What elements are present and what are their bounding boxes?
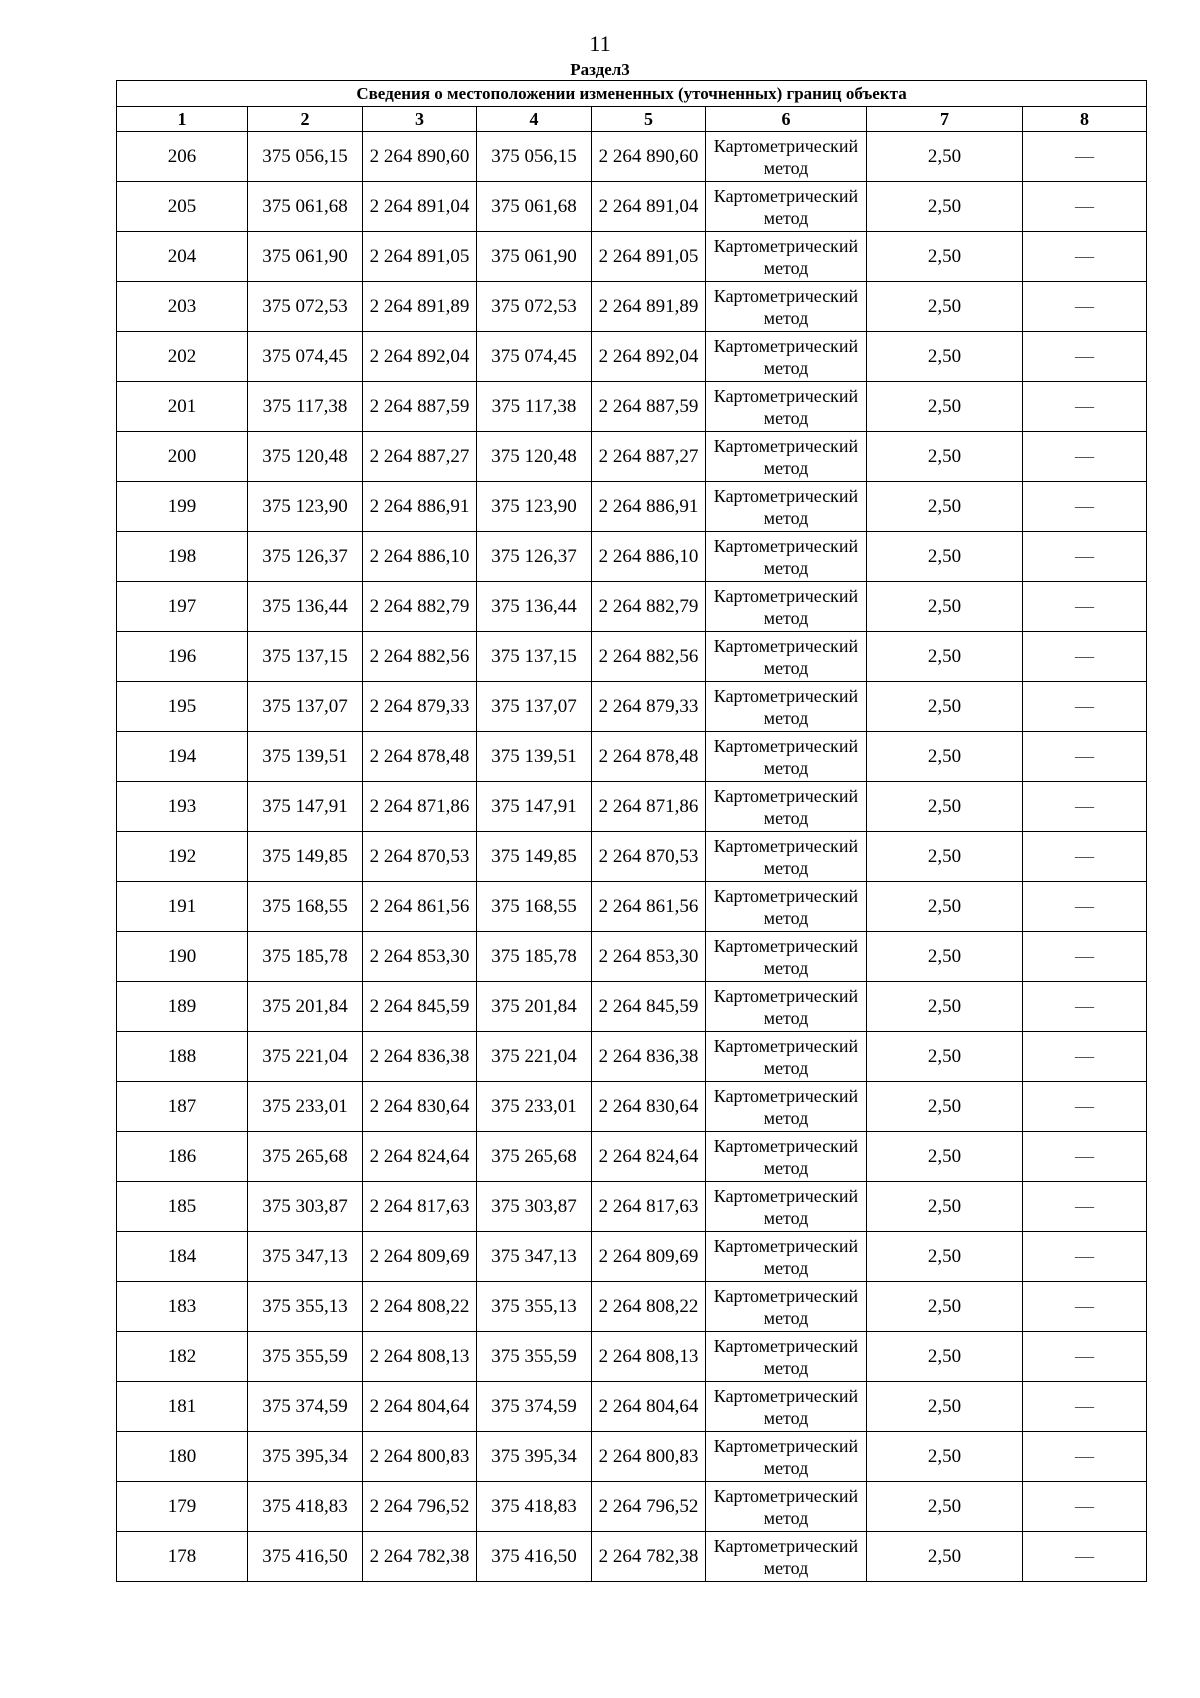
- description-cell: —: [1023, 1532, 1147, 1582]
- description-cell: —: [1023, 1432, 1147, 1482]
- method-cell: Картометрический метод: [706, 732, 867, 782]
- accuracy-cell: 2,50: [867, 1182, 1023, 1232]
- column-header: 2: [248, 107, 363, 132]
- existing-y-cell: 2 264 808,13: [363, 1332, 477, 1382]
- new-x-cell: 375 233,01: [477, 1082, 592, 1132]
- column-header: 8: [1023, 107, 1147, 132]
- new-x-cell: 375 056,15: [477, 132, 592, 182]
- existing-x-cell: 375 355,59: [248, 1332, 363, 1382]
- new-y-cell: 2 264 808,22: [592, 1282, 706, 1332]
- table-row: [117, 582, 1147, 632]
- new-y-cell: 2 264 887,27: [592, 432, 706, 482]
- new-x-cell: 375 072,53: [477, 282, 592, 332]
- column-header: 6: [706, 107, 867, 132]
- method-cell: Картометрический метод: [706, 1482, 867, 1532]
- new-y-cell: 2 264 891,05: [592, 232, 706, 282]
- table-row: [117, 1082, 1147, 1132]
- point-number-cell: 190: [117, 932, 248, 982]
- accuracy-cell: 2,50: [867, 232, 1023, 282]
- table-row: [117, 182, 1147, 232]
- table-row: [117, 982, 1147, 1032]
- existing-x-cell: 375 395,34: [248, 1432, 363, 1482]
- point-number-cell: 178: [117, 1532, 248, 1582]
- accuracy-cell: 2,50: [867, 632, 1023, 682]
- table-caption: Сведения о местоположении измененных (уточненных) границ объекта: [117, 81, 1147, 107]
- point-number-cell: 200: [117, 432, 248, 482]
- point-number-cell: 184: [117, 1232, 248, 1282]
- description-cell: —: [1023, 332, 1147, 382]
- new-y-cell: 2 264 887,59: [592, 382, 706, 432]
- table-row: [117, 132, 1147, 182]
- accuracy-cell: 2,50: [867, 982, 1023, 1032]
- new-y-cell: 2 264 809,69: [592, 1232, 706, 1282]
- point-number-cell: 185: [117, 1182, 248, 1232]
- existing-x-cell: 375 123,90: [248, 482, 363, 532]
- accuracy-cell: 2,50: [867, 1482, 1023, 1532]
- existing-x-cell: 375 061,90: [248, 232, 363, 282]
- table-row: [117, 482, 1147, 532]
- existing-y-cell: 2 264 870,53: [363, 832, 477, 882]
- existing-y-cell: 2 264 891,89: [363, 282, 477, 332]
- description-cell: —: [1023, 882, 1147, 932]
- new-y-cell: 2 264 871,86: [592, 782, 706, 832]
- new-x-cell: 375 120,48: [477, 432, 592, 482]
- accuracy-cell: 2,50: [867, 1532, 1023, 1582]
- new-x-cell: 375 418,83: [477, 1482, 592, 1532]
- new-x-cell: 375 061,90: [477, 232, 592, 282]
- new-x-cell: 375 139,51: [477, 732, 592, 782]
- accuracy-cell: 2,50: [867, 1332, 1023, 1382]
- new-x-cell: 375 221,04: [477, 1032, 592, 1082]
- description-cell: —: [1023, 232, 1147, 282]
- boundary-coordinates-table: [116, 80, 1147, 1582]
- existing-y-cell: 2 264 882,56: [363, 632, 477, 682]
- table-row: [117, 282, 1147, 332]
- accuracy-cell: 2,50: [867, 1232, 1023, 1282]
- new-x-cell: 375 126,37: [477, 532, 592, 582]
- table-row: [117, 782, 1147, 832]
- point-number-cell: 195: [117, 682, 248, 732]
- new-y-cell: 2 264 890,60: [592, 132, 706, 182]
- column-header: 7: [867, 107, 1023, 132]
- existing-x-cell: 375 355,13: [248, 1282, 363, 1332]
- table-row: [117, 1482, 1147, 1532]
- existing-x-cell: 375 201,84: [248, 982, 363, 1032]
- method-cell: Картометрический метод: [706, 1332, 867, 1382]
- point-number-cell: 189: [117, 982, 248, 1032]
- existing-y-cell: 2 264 796,52: [363, 1482, 477, 1532]
- existing-x-cell: 375 056,15: [248, 132, 363, 182]
- existing-x-cell: 375 137,07: [248, 682, 363, 732]
- existing-x-cell: 375 149,85: [248, 832, 363, 882]
- accuracy-cell: 2,50: [867, 1382, 1023, 1432]
- accuracy-cell: 2,50: [867, 332, 1023, 382]
- description-cell: —: [1023, 732, 1147, 782]
- existing-x-cell: 375 221,04: [248, 1032, 363, 1082]
- existing-x-cell: 375 374,59: [248, 1382, 363, 1432]
- point-number-cell: 182: [117, 1332, 248, 1382]
- method-cell: Картометрический метод: [706, 1082, 867, 1132]
- existing-y-cell: 2 264 836,38: [363, 1032, 477, 1082]
- new-x-cell: 375 074,45: [477, 332, 592, 382]
- description-cell: —: [1023, 1032, 1147, 1082]
- table-row: [117, 832, 1147, 882]
- table-row: [117, 1282, 1147, 1332]
- table-row: [117, 432, 1147, 482]
- point-number-cell: 203: [117, 282, 248, 332]
- column-header: 3: [363, 107, 477, 132]
- method-cell: Картометрический метод: [706, 432, 867, 482]
- existing-y-cell: 2 264 782,38: [363, 1532, 477, 1582]
- existing-y-cell: 2 264 800,83: [363, 1432, 477, 1482]
- table-row: [117, 1182, 1147, 1232]
- new-y-cell: 2 264 836,38: [592, 1032, 706, 1082]
- point-number-cell: 180: [117, 1432, 248, 1482]
- table-row: [117, 682, 1147, 732]
- new-x-cell: 375 136,44: [477, 582, 592, 632]
- existing-y-cell: 2 264 890,60: [363, 132, 477, 182]
- new-x-cell: 375 303,87: [477, 1182, 592, 1232]
- accuracy-cell: 2,50: [867, 282, 1023, 332]
- accuracy-cell: 2,50: [867, 532, 1023, 582]
- point-number-cell: 183: [117, 1282, 248, 1332]
- accuracy-cell: 2,50: [867, 1082, 1023, 1132]
- existing-y-cell: 2 264 804,64: [363, 1382, 477, 1432]
- table-row: [117, 382, 1147, 432]
- description-cell: —: [1023, 1382, 1147, 1432]
- new-y-cell: 2 264 886,10: [592, 532, 706, 582]
- description-cell: —: [1023, 582, 1147, 632]
- accuracy-cell: 2,50: [867, 432, 1023, 482]
- new-x-cell: 375 201,84: [477, 982, 592, 1032]
- table-row: [117, 932, 1147, 982]
- method-cell: Картометрический метод: [706, 232, 867, 282]
- new-y-cell: 2 264 891,04: [592, 182, 706, 232]
- description-cell: —: [1023, 532, 1147, 582]
- column-header: 4: [477, 107, 592, 132]
- existing-x-cell: 375 147,91: [248, 782, 363, 832]
- point-number-cell: 205: [117, 182, 248, 232]
- point-number-cell: 201: [117, 382, 248, 432]
- point-number-cell: 179: [117, 1482, 248, 1532]
- existing-y-cell: 2 264 809,69: [363, 1232, 477, 1282]
- accuracy-cell: 2,50: [867, 1032, 1023, 1082]
- existing-x-cell: 375 136,44: [248, 582, 363, 632]
- table-row: [117, 1032, 1147, 1082]
- new-y-cell: 2 264 804,64: [592, 1382, 706, 1432]
- method-cell: Картометрический метод: [706, 582, 867, 632]
- existing-y-cell: 2 264 871,86: [363, 782, 477, 832]
- description-cell: —: [1023, 782, 1147, 832]
- accuracy-cell: 2,50: [867, 932, 1023, 982]
- existing-y-cell: 2 264 887,27: [363, 432, 477, 482]
- existing-x-cell: 375 265,68: [248, 1132, 363, 1182]
- existing-y-cell: 2 264 808,22: [363, 1282, 477, 1332]
- existing-y-cell: 2 264 878,48: [363, 732, 477, 782]
- table-row: [117, 1532, 1147, 1582]
- new-y-cell: 2 264 861,56: [592, 882, 706, 932]
- method-cell: Картометрический метод: [706, 482, 867, 532]
- new-x-cell: 375 355,13: [477, 1282, 592, 1332]
- existing-x-cell: 375 185,78: [248, 932, 363, 982]
- new-x-cell: 375 117,38: [477, 382, 592, 432]
- accuracy-cell: 2,50: [867, 182, 1023, 232]
- table-header-row: [117, 107, 1147, 132]
- description-cell: —: [1023, 432, 1147, 482]
- page-number: 11: [589, 31, 611, 56]
- existing-y-cell: 2 264 886,10: [363, 532, 477, 582]
- existing-x-cell: 375 120,48: [248, 432, 363, 482]
- section-title: Раздел3: [570, 60, 630, 79]
- new-y-cell: 2 264 879,33: [592, 682, 706, 732]
- existing-y-cell: 2 264 861,56: [363, 882, 477, 932]
- method-cell: Картометрический метод: [706, 932, 867, 982]
- existing-y-cell: 2 264 879,33: [363, 682, 477, 732]
- method-cell: Картометрический метод: [706, 1232, 867, 1282]
- existing-y-cell: 2 264 891,05: [363, 232, 477, 282]
- new-x-cell: 375 355,59: [477, 1332, 592, 1382]
- description-cell: —: [1023, 1332, 1147, 1382]
- method-cell: Картометрический метод: [706, 832, 867, 882]
- new-y-cell: 2 264 870,53: [592, 832, 706, 882]
- table-row: [117, 1382, 1147, 1432]
- table-row: [117, 882, 1147, 932]
- existing-y-cell: 2 264 830,64: [363, 1082, 477, 1132]
- accuracy-cell: 2,50: [867, 382, 1023, 432]
- existing-x-cell: 375 074,45: [248, 332, 363, 382]
- new-y-cell: 2 264 800,83: [592, 1432, 706, 1482]
- accuracy-cell: 2,50: [867, 1282, 1023, 1332]
- table-row: [117, 1332, 1147, 1382]
- existing-x-cell: 375 303,87: [248, 1182, 363, 1232]
- point-number-cell: 193: [117, 782, 248, 832]
- point-number-cell: 194: [117, 732, 248, 782]
- existing-y-cell: 2 264 886,91: [363, 482, 477, 532]
- existing-x-cell: 375 061,68: [248, 182, 363, 232]
- accuracy-cell: 2,50: [867, 1132, 1023, 1182]
- accuracy-cell: 2,50: [867, 882, 1023, 932]
- table-row: [117, 1432, 1147, 1482]
- point-number-cell: 202: [117, 332, 248, 382]
- description-cell: —: [1023, 1132, 1147, 1182]
- method-cell: Картометрический метод: [706, 382, 867, 432]
- table-row: [117, 532, 1147, 582]
- description-cell: —: [1023, 982, 1147, 1032]
- existing-x-cell: 375 126,37: [248, 532, 363, 582]
- new-x-cell: 375 185,78: [477, 932, 592, 982]
- new-y-cell: 2 264 891,89: [592, 282, 706, 332]
- existing-y-cell: 2 264 817,63: [363, 1182, 477, 1232]
- table-row: [117, 332, 1147, 382]
- new-x-cell: 375 137,15: [477, 632, 592, 682]
- accuracy-cell: 2,50: [867, 832, 1023, 882]
- accuracy-cell: 2,50: [867, 1432, 1023, 1482]
- existing-x-cell: 375 416,50: [248, 1532, 363, 1582]
- accuracy-cell: 2,50: [867, 482, 1023, 532]
- column-header: 1: [117, 107, 248, 132]
- new-x-cell: 375 061,68: [477, 182, 592, 232]
- existing-y-cell: 2 264 824,64: [363, 1132, 477, 1182]
- point-number-cell: 196: [117, 632, 248, 682]
- table-row: [117, 1132, 1147, 1182]
- point-number-cell: 181: [117, 1382, 248, 1432]
- new-y-cell: 2 264 824,64: [592, 1132, 706, 1182]
- existing-y-cell: 2 264 882,79: [363, 582, 477, 632]
- existing-y-cell: 2 264 845,59: [363, 982, 477, 1032]
- table-body: [117, 132, 1147, 1582]
- method-cell: Картометрический метод: [706, 632, 867, 682]
- new-y-cell: 2 264 830,64: [592, 1082, 706, 1132]
- point-number-cell: 204: [117, 232, 248, 282]
- new-x-cell: 375 395,34: [477, 1432, 592, 1482]
- table-row: [117, 632, 1147, 682]
- table-row: [117, 1232, 1147, 1282]
- description-cell: —: [1023, 1232, 1147, 1282]
- table-row: [117, 232, 1147, 282]
- accuracy-cell: 2,50: [867, 582, 1023, 632]
- description-cell: —: [1023, 132, 1147, 182]
- new-y-cell: 2 264 882,56: [592, 632, 706, 682]
- new-y-cell: 2 264 796,52: [592, 1482, 706, 1532]
- description-cell: —: [1023, 632, 1147, 682]
- new-y-cell: 2 264 882,79: [592, 582, 706, 632]
- table-caption-row: [117, 81, 1147, 107]
- method-cell: Картометрический метод: [706, 882, 867, 932]
- table-row: [117, 732, 1147, 782]
- existing-x-cell: 375 233,01: [248, 1082, 363, 1132]
- point-number-cell: 206: [117, 132, 248, 182]
- new-x-cell: 375 347,13: [477, 1232, 592, 1282]
- existing-x-cell: 375 137,15: [248, 632, 363, 682]
- point-number-cell: 191: [117, 882, 248, 932]
- existing-x-cell: 375 072,53: [248, 282, 363, 332]
- point-number-cell: 192: [117, 832, 248, 882]
- method-cell: Картометрический метод: [706, 132, 867, 182]
- description-cell: —: [1023, 1182, 1147, 1232]
- point-number-cell: 187: [117, 1082, 248, 1132]
- accuracy-cell: 2,50: [867, 782, 1023, 832]
- method-cell: Картометрический метод: [706, 1182, 867, 1232]
- new-x-cell: 375 374,59: [477, 1382, 592, 1432]
- new-x-cell: 375 137,07: [477, 682, 592, 732]
- description-cell: —: [1023, 382, 1147, 432]
- method-cell: Картометрический метод: [706, 782, 867, 832]
- description-cell: —: [1023, 832, 1147, 882]
- method-cell: Картометрический метод: [706, 682, 867, 732]
- existing-x-cell: 375 418,83: [248, 1482, 363, 1532]
- description-cell: —: [1023, 482, 1147, 532]
- new-y-cell: 2 264 853,30: [592, 932, 706, 982]
- new-y-cell: 2 264 886,91: [592, 482, 706, 532]
- method-cell: Картометрический метод: [706, 282, 867, 332]
- new-x-cell: 375 265,68: [477, 1132, 592, 1182]
- new-y-cell: 2 264 845,59: [592, 982, 706, 1032]
- existing-y-cell: 2 264 891,04: [363, 182, 477, 232]
- new-y-cell: 2 264 817,63: [592, 1182, 706, 1232]
- new-y-cell: 2 264 808,13: [592, 1332, 706, 1382]
- method-cell: Картометрический метод: [706, 532, 867, 582]
- description-cell: —: [1023, 682, 1147, 732]
- accuracy-cell: 2,50: [867, 682, 1023, 732]
- description-cell: —: [1023, 182, 1147, 232]
- existing-x-cell: 375 117,38: [248, 382, 363, 432]
- new-x-cell: 375 147,91: [477, 782, 592, 832]
- point-number-cell: 186: [117, 1132, 248, 1182]
- point-number-cell: 198: [117, 532, 248, 582]
- description-cell: —: [1023, 1282, 1147, 1332]
- description-cell: —: [1023, 932, 1147, 982]
- new-x-cell: 375 123,90: [477, 482, 592, 532]
- method-cell: Картометрический метод: [706, 182, 867, 232]
- new-x-cell: 375 416,50: [477, 1532, 592, 1582]
- existing-y-cell: 2 264 887,59: [363, 382, 477, 432]
- new-y-cell: 2 264 878,48: [592, 732, 706, 782]
- existing-x-cell: 375 139,51: [248, 732, 363, 782]
- method-cell: Картометрический метод: [706, 1132, 867, 1182]
- description-cell: —: [1023, 1482, 1147, 1532]
- existing-x-cell: 375 168,55: [248, 882, 363, 932]
- method-cell: Картометрический метод: [706, 1532, 867, 1582]
- description-cell: —: [1023, 1082, 1147, 1132]
- accuracy-cell: 2,50: [867, 132, 1023, 182]
- point-number-cell: 197: [117, 582, 248, 632]
- existing-x-cell: 375 347,13: [248, 1232, 363, 1282]
- method-cell: Картометрический метод: [706, 1432, 867, 1482]
- method-cell: Картометрический метод: [706, 1032, 867, 1082]
- column-header: 5: [592, 107, 706, 132]
- new-y-cell: 2 264 782,38: [592, 1532, 706, 1582]
- new-y-cell: 2 264 892,04: [592, 332, 706, 382]
- method-cell: Картометрический метод: [706, 982, 867, 1032]
- description-cell: —: [1023, 282, 1147, 332]
- existing-y-cell: 2 264 853,30: [363, 932, 477, 982]
- method-cell: Картометрический метод: [706, 1382, 867, 1432]
- accuracy-cell: 2,50: [867, 732, 1023, 782]
- new-x-cell: 375 168,55: [477, 882, 592, 932]
- point-number-cell: 199: [117, 482, 248, 532]
- method-cell: Картометрический метод: [706, 332, 867, 382]
- new-x-cell: 375 149,85: [477, 832, 592, 882]
- method-cell: Картометрический метод: [706, 1282, 867, 1332]
- existing-y-cell: 2 264 892,04: [363, 332, 477, 382]
- point-number-cell: 188: [117, 1032, 248, 1082]
